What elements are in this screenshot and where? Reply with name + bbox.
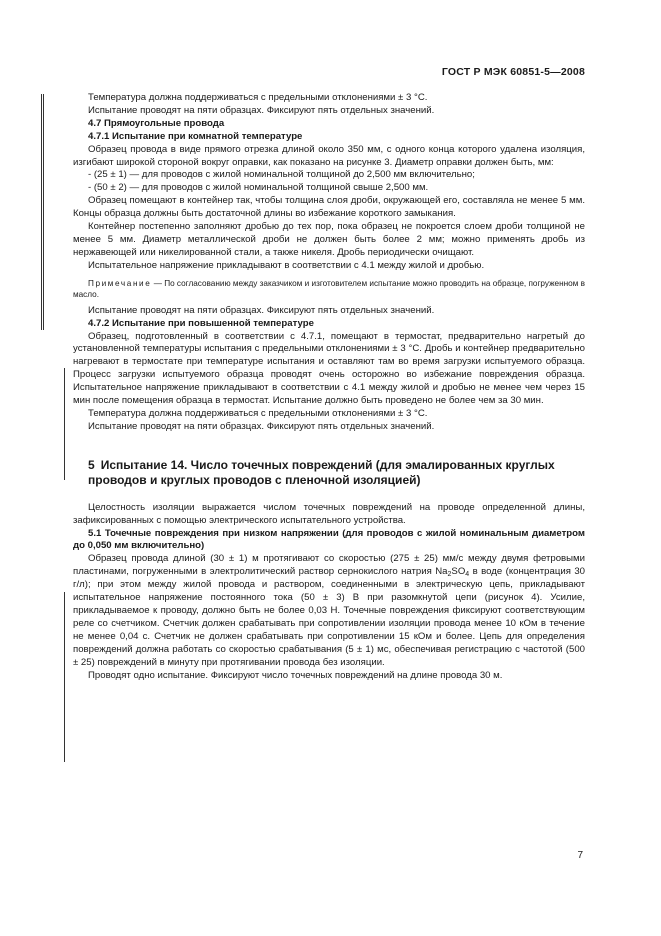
paragraph: Испытание проводят на пяти образцах. Фиксируют пять отдельных значений. <box>88 104 435 116</box>
paragraph: Температура должна поддерживаться с предельными отклонениями ± 3 °С. <box>88 92 428 103</box>
heading-4-7-2: 4.7.2 Испытание при повышенной температуре <box>88 317 314 329</box>
heading-5-1: 5.1 Точечные повреждения при низком напряжении (для проводов с жилой номинальным диаметром до 0,050 мм включительно) <box>73 527 585 552</box>
paragraph: Испытание проводят на пяти образцах. Фиксируют пять отдельных значений. <box>88 304 435 316</box>
paragraph: Проводят одно испытание. Фиксируют число точечных повреждений на длине провода 30 м. <box>88 669 503 681</box>
paragraph: Испытание проводят на пяти образцах. Фиксируют пять отдельных значений. <box>88 420 435 432</box>
paragraph <box>73 553 585 669</box>
note-label: Примечание <box>88 278 152 288</box>
document-body <box>73 92 585 682</box>
change-bar <box>41 94 44 330</box>
note-text: — По согласованию между заказчиком и изготовителем испытание можно проводить на образце, погруженном в масло. <box>73 278 585 299</box>
section-number: 5 <box>88 457 95 472</box>
change-bar <box>64 592 65 762</box>
list-item: - (50 ± 2) — для проводов с жилой номинальной толщиной свыше 2,500 мм. <box>88 182 429 194</box>
paragraph: Целостность изоляции выражается числом точечных повреждений на проводе определенной длины, зафиксированных с помощью электрического испытательного устройства. <box>73 501 585 526</box>
text-run: SO <box>451 566 466 578</box>
paragraph: Температура должна поддерживаться с предельными отклонениями ± 3 °С. <box>88 407 428 419</box>
paragraph: Испытательное напряжение прикладывают в соответствии с 4.1 между жилой и дробью. <box>88 259 485 271</box>
paragraph: Контейнер постепенно заполняют дробью до тех пор, пока образец не покроется слоем дроби толщиной не менее 5 мм. Диаметр металлической дроби не должен быть более 2 мм; можно применять дробь из нержавеющей или никелированной стали, а также никеля. Дробь периодически очищают. <box>73 221 585 258</box>
text-run: в воде (концентрация 30 г/л); при этом между жилой провода и раствором, соединенными в электрическую цепь, прикладывают испытательное напряжение постоянного тока (50 ± 3) В при разомкнутой цепи (рисунок 4). Усилие, прикладываемое к проводу, должно быть не более 0,03 Н. Точечные повреждения фиксируют соответствующим реле со счетчиком. Счетчик должен срабатывать при сопротивлении изоляции провода менее 10 кОм в течение не менее 0,04 с. Счетчик не должен срабатывать при сопротивлении 15 кОм и более. Цепь для определения повреждений должна работать со скоростью срабатывания (5 ± 1) мс, обеспечивая регистрацию с частотой (500 ± 25) повреждений в минуту при протягивании провода без изоляции. <box>73 566 585 668</box>
list-item: - (25 ± 1) — для проводов с жилой номинальной толщиной до 2,500 мм включительно; <box>88 169 475 181</box>
note <box>73 278 585 300</box>
paragraph: Образец помещают в контейнер так, чтобы толщина слоя дроби, окружающей его, составляла не менее 5 мм. Концы образца должны быть достаточной длины во избежание короткого замыкания. <box>73 195 585 220</box>
change-bar <box>64 368 65 480</box>
paragraph: Образец провода в виде прямого отрезка длиной около 350 мм, с одного конца которого удалена изоляция, изгибают широкой стороной вокруг оправки, как показано на рисунке 3. Диаметр оправки должен быть, мм: <box>73 143 585 168</box>
subscript: 4 <box>465 571 470 579</box>
section-title: Испытание 14. Число точечных повреждений (для эмалированных круглых проводов и круглых проводов с пленочной изоляцией) <box>88 457 555 487</box>
paragraph: Образец, подготовленный в соответствии с 4.7.1, помещают в термостат, предварительно нагретый до установленной температуры испытания с предельными отклонениями ± 3 °С. Дробь и контейнер предварительно нагревают в термостате при температуре испытания и оставляют там во время загрузки испытуемого образца. Процесс загрузки испытуемого образца проводят очень осторожно во избежание повреждения образца. Испытательное напряжение прикладывают в соответствии с 4.1 между жилой и дробью не менее чем через 15 мин после помещения образца в термостат. Испытание должно быть проведено не более чем за 30 мин. <box>73 330 585 407</box>
page-number: 7 <box>577 850 583 861</box>
text-run: Образец провода длиной (30 ± 1) м протягивают со скоростью (275 ± 25) мм/с между двумя фетровыми пластинами, погруженными в электролитический раствор сернокислого натрия Na <box>73 553 585 578</box>
heading-4-7: 4.7 Прямоугольные провода <box>88 117 225 129</box>
section-5-heading <box>73 458 585 488</box>
document-header: ГОСТ Р МЭК 60851-5—2008 <box>441 66 585 78</box>
heading-4-7-1: 4.7.1 Испытание при комнатной температуре <box>88 130 303 142</box>
subscript: 2 <box>447 571 452 579</box>
